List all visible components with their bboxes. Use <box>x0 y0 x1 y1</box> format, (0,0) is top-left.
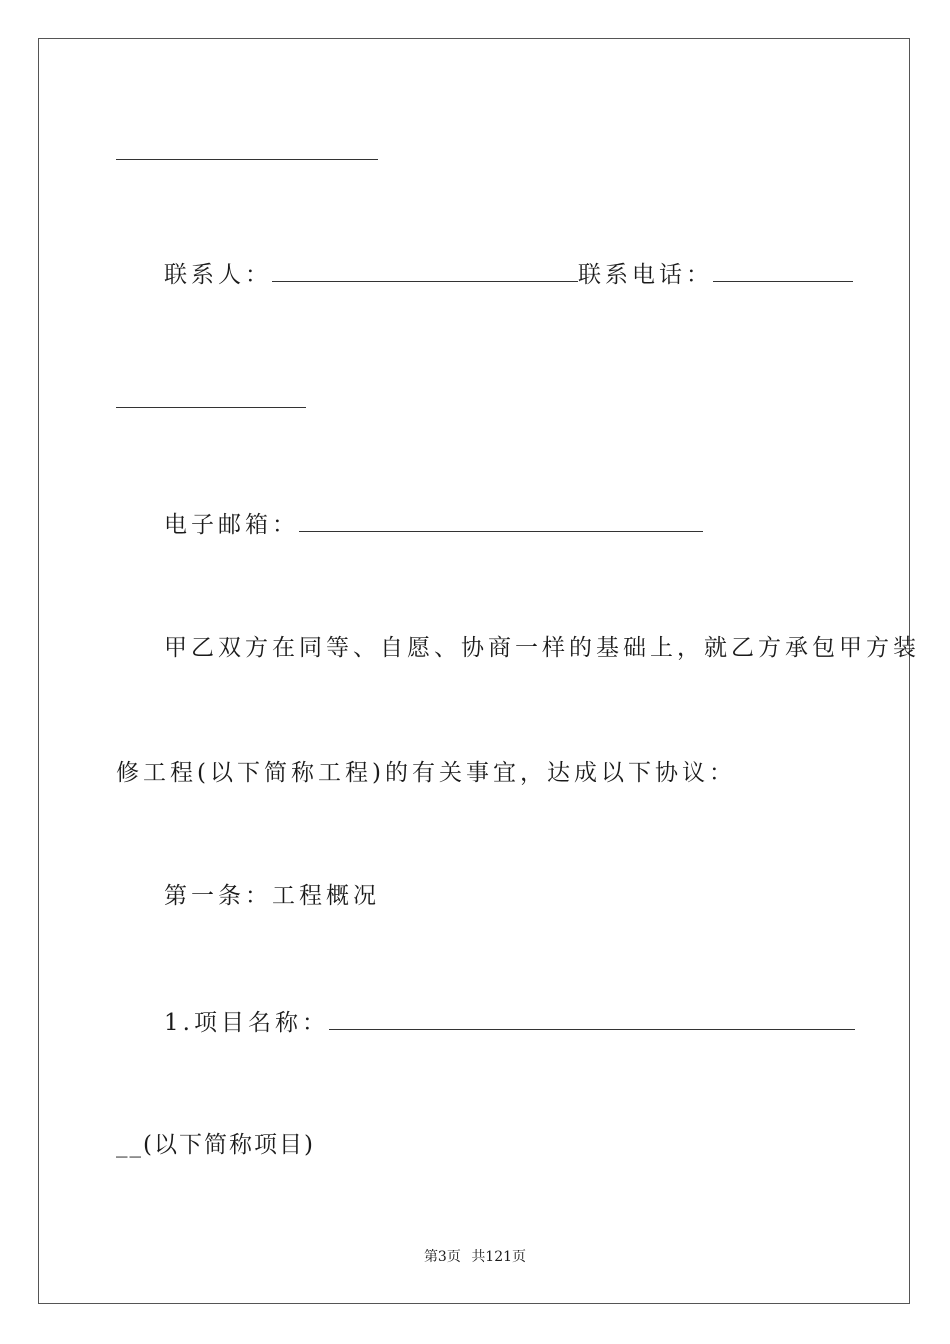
email-blank <box>299 509 703 532</box>
contact-phone-blank <box>713 259 853 282</box>
blank-line-continuation <box>116 159 378 160</box>
email-label: 电子邮箱： <box>164 512 299 538</box>
contact-person-label: 联系人： <box>164 262 272 288</box>
page-border <box>38 38 910 1304</box>
blank-line-phone-continuation <box>116 407 306 408</box>
page-number: 第3页 <box>423 1249 461 1265</box>
article-heading: 第一条：工程概况 <box>164 883 380 909</box>
intro-line-1: 甲乙双方在同等、自愿、协商一样的基础上，就乙方承包甲方装 <box>164 635 920 661</box>
page-footer <box>0 1247 950 1267</box>
contact-line <box>164 259 853 290</box>
project-name-line <box>164 1007 855 1038</box>
contact-phone-label: 联系电话： <box>578 262 713 288</box>
contact-person-blank <box>272 259 578 282</box>
project-name-label: 1.项目名称： <box>164 1010 329 1036</box>
intro-line-2: 修工程(以下简称工程)的有关事宜，达成以下协议： <box>116 760 736 786</box>
email-line <box>164 509 703 540</box>
project-name-blank <box>329 1007 855 1030</box>
project-name-tail: __(以下简称项目) <box>116 1132 315 1158</box>
page-total: 共121页 <box>471 1249 527 1265</box>
